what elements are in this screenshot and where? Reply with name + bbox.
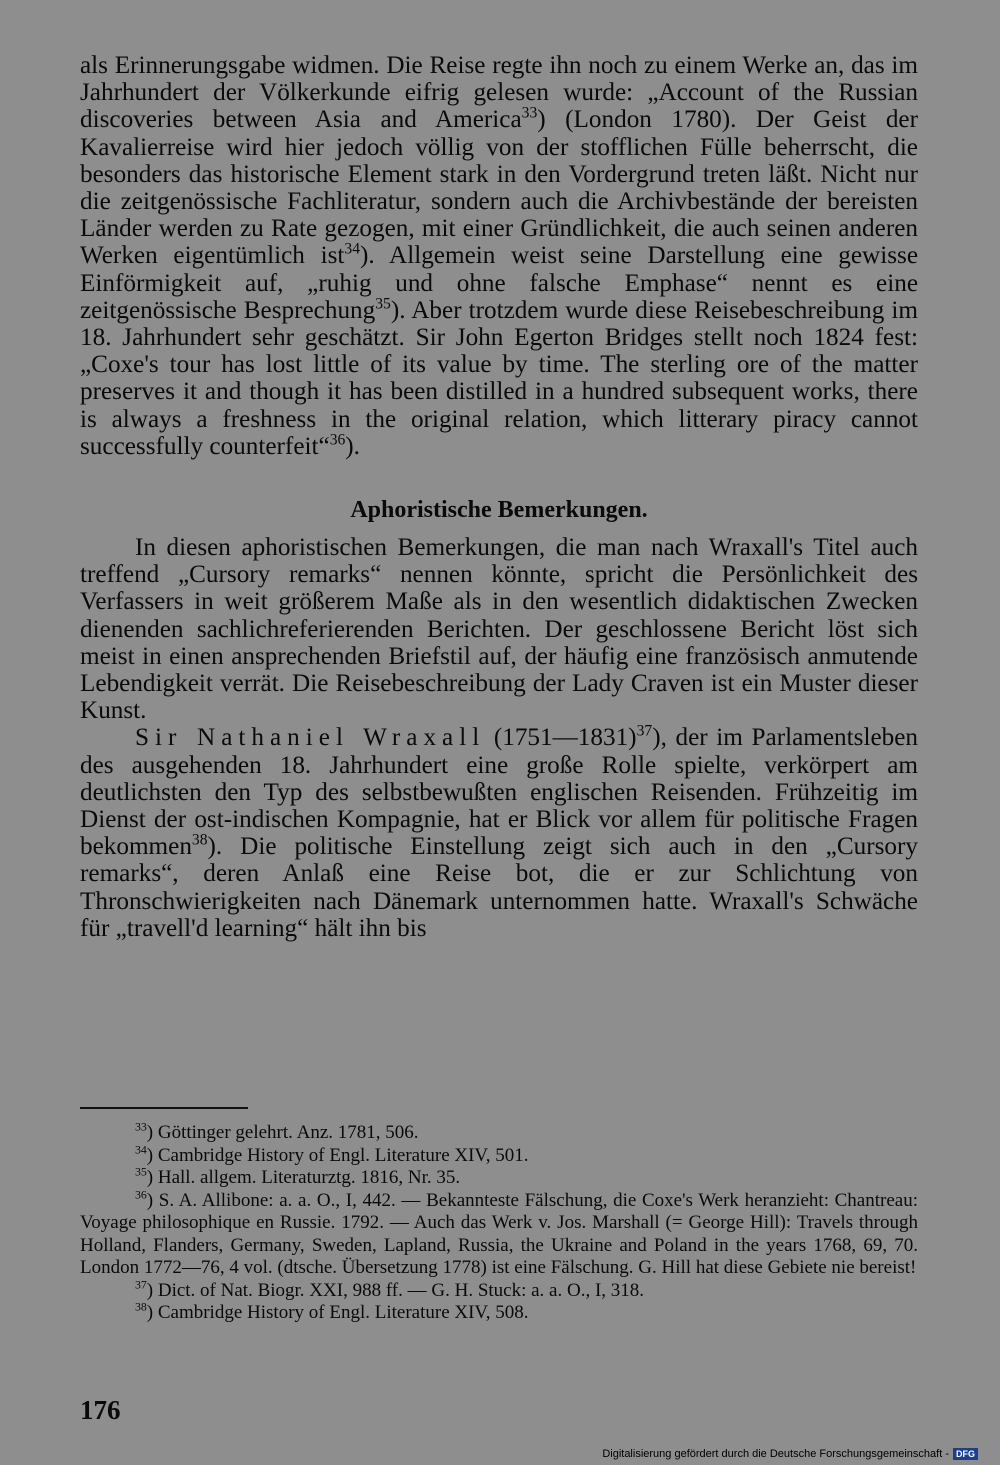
- footnote-ref-37[interactable]: 37: [636, 723, 653, 741]
- footnote-text: ) Cambridge History of Engl. Literature XIV, 501.: [146, 1144, 529, 1166]
- text-run: ). Die politische Einstellung zeigt sich auch in den „Cursory remarks“, deren Anlaß eine Reise bot, die er zur Schlichtung von Thronschwierigkeiten nach Dänemark unternommen hatte. Wraxall's Schwäche für „travell'd learning“ hält ihn bis: [80, 833, 918, 942]
- footnotes: [80, 1122, 918, 1325]
- footnote-number: 38: [135, 1300, 147, 1314]
- footnote-text: ) Dict. of Nat. Biogr. XXI, 988 ff. — G. H. Stuck: a. a. O., I, 318.: [146, 1279, 645, 1301]
- footnote-text: ) S. A. Allibone: a. a. O., I, 442. — Bekannteste Fälschung, die Coxe's Werk heranzieht: Chantreau: Voyage philosophique en Russie. 1792. — Auch das Werk v. Jos. Marshall (= George Hill): Travels through Holland, Flanders, Germany, Sweden, Lapland, Russia, the Ukraine and Poland in the years 1768, 69, 70. London 1772—76, 4 vol. (dtsche. Übersetzung 1778) ist eine Fälschung. G. Hill hat diese Gebiete nie bereist!: [80, 1189, 918, 1278]
- footnote-text: ) Cambridge History of Engl. Literature XIV, 508.: [146, 1302, 529, 1323]
- dfg-logo-icon: DFG: [953, 1448, 978, 1460]
- footnote-ref-38[interactable]: 38: [191, 831, 208, 849]
- credit-text: Digitalisierung gefördert durch die Deutsche Forschungsgemeinschaft -: [602, 1448, 949, 1460]
- digitization-credit: [602, 1448, 978, 1460]
- footnote-33: [80, 1122, 918, 1145]
- page-number: 176: [80, 1395, 121, 1425]
- footnote-34: [80, 1145, 918, 1168]
- text-run: ) (London 1780). Der Geist der Kavalierreise wird hier jedoch völlig von der stofflichen Fülle beherrscht, die besonders das historische Element stark in den Vordergrund treten läßt. Nicht nur die zeitgenössische Fachliteratur, sondern auch die Archivbestände der bereisten Länder werden zu Rate gezogen, mit einer Gründlichkeit, die auch seinen anderen Werken eigentümlich ist: [80, 106, 918, 270]
- text-run: ).: [345, 432, 360, 460]
- paragraph-2: In diesen aphoristischen Bemerkungen, die man nach Wraxall's Titel auch treffend „Cursory remarks“ nennen könnte, spricht die Persönlichkeit des Verfassers in weit größerem Maße als in den wesentlich didaktischen Zwecken dienenden sachlichreferierenden Berichten. Der geschlossene Bericht löst sich meist in einen ansprechenden Briefstil auf, der häufig eine französisch anmutende Lebendigkeit verrät. Die Reisebeschreibung der Lady Craven ist ein Muster dieser Kunst.: [80, 534, 918, 725]
- footnote-number: 33: [135, 1120, 147, 1134]
- footnote-number: 37: [135, 1278, 147, 1292]
- footnote-37: [80, 1280, 918, 1303]
- paragraph-3: [80, 724, 918, 942]
- text-run: ), der im Parlamentsleben des ausgehenden 18. Jahrhundert eine große Rolle spielte, verkörpert am deutlichsten den Typ des selbstbewußten englischen Reisenden. Frühzeitig im Dienst der ost-indischen Kompagnie, hat er Blick vor allem für politische Fragen bekommen: [80, 724, 918, 861]
- text-run: ). Allgemein weist seine Darstellung eine gewisse Einförmigkeit auf, „ruhig und ohne falsche Emphase“ nennt es eine zeitgenössische Besprechung: [80, 242, 918, 324]
- text-run: als Erinnerungsgabe widmen. Die Reise regte ihn noch zu einem Werke an, das im Jahrhundert der Völkerkunde eifrig gelesen wurde: „Account of the Russian discoveries between Asia and America: [80, 52, 918, 134]
- paragraph-1: [80, 52, 918, 460]
- footnote-ref-33[interactable]: 33: [521, 105, 538, 123]
- footnote-36: [80, 1190, 918, 1280]
- footnote-ref-36[interactable]: 36: [329, 431, 346, 449]
- footnote-text: ) Göttinger gelehrt. Anz. 1781, 506.: [146, 1122, 419, 1143]
- text-run: ). Aber trotzdem wurde diese Reisebeschreibung im 18. Jahrhundert sehr geschätzt. Sir John Egerton Bridges stellt noch 1824 fest: „Coxe's tour has lost little of its value by time. The sterling ore of the matter preserves it and though it has been distilled in a hundred subsequent works, there is always a freshness in the original relation, which litterary piracy cannot successfully counterfeit“: [80, 296, 919, 460]
- footnote-35: [80, 1167, 918, 1190]
- footnote-38: [80, 1302, 918, 1325]
- page-body: [80, 52, 918, 942]
- footnote-number: 36: [135, 1188, 147, 1202]
- person-name: Sir Nathaniel Wraxall: [135, 724, 486, 752]
- footnote-ref-34[interactable]: 34: [344, 241, 361, 259]
- footnote-ref-35[interactable]: 35: [375, 295, 391, 313]
- footnote-number: 35: [135, 1165, 147, 1179]
- footnote-number: 34: [135, 1143, 147, 1157]
- section-heading: Aphoristische Bemerkungen.: [350, 497, 648, 524]
- footnote-text: ) Hall. allgem. Literaturztg. 1816, Nr. 35.: [146, 1167, 461, 1188]
- text-run: (1751—1831): [485, 724, 637, 752]
- footnote-divider: [80, 1107, 248, 1109]
